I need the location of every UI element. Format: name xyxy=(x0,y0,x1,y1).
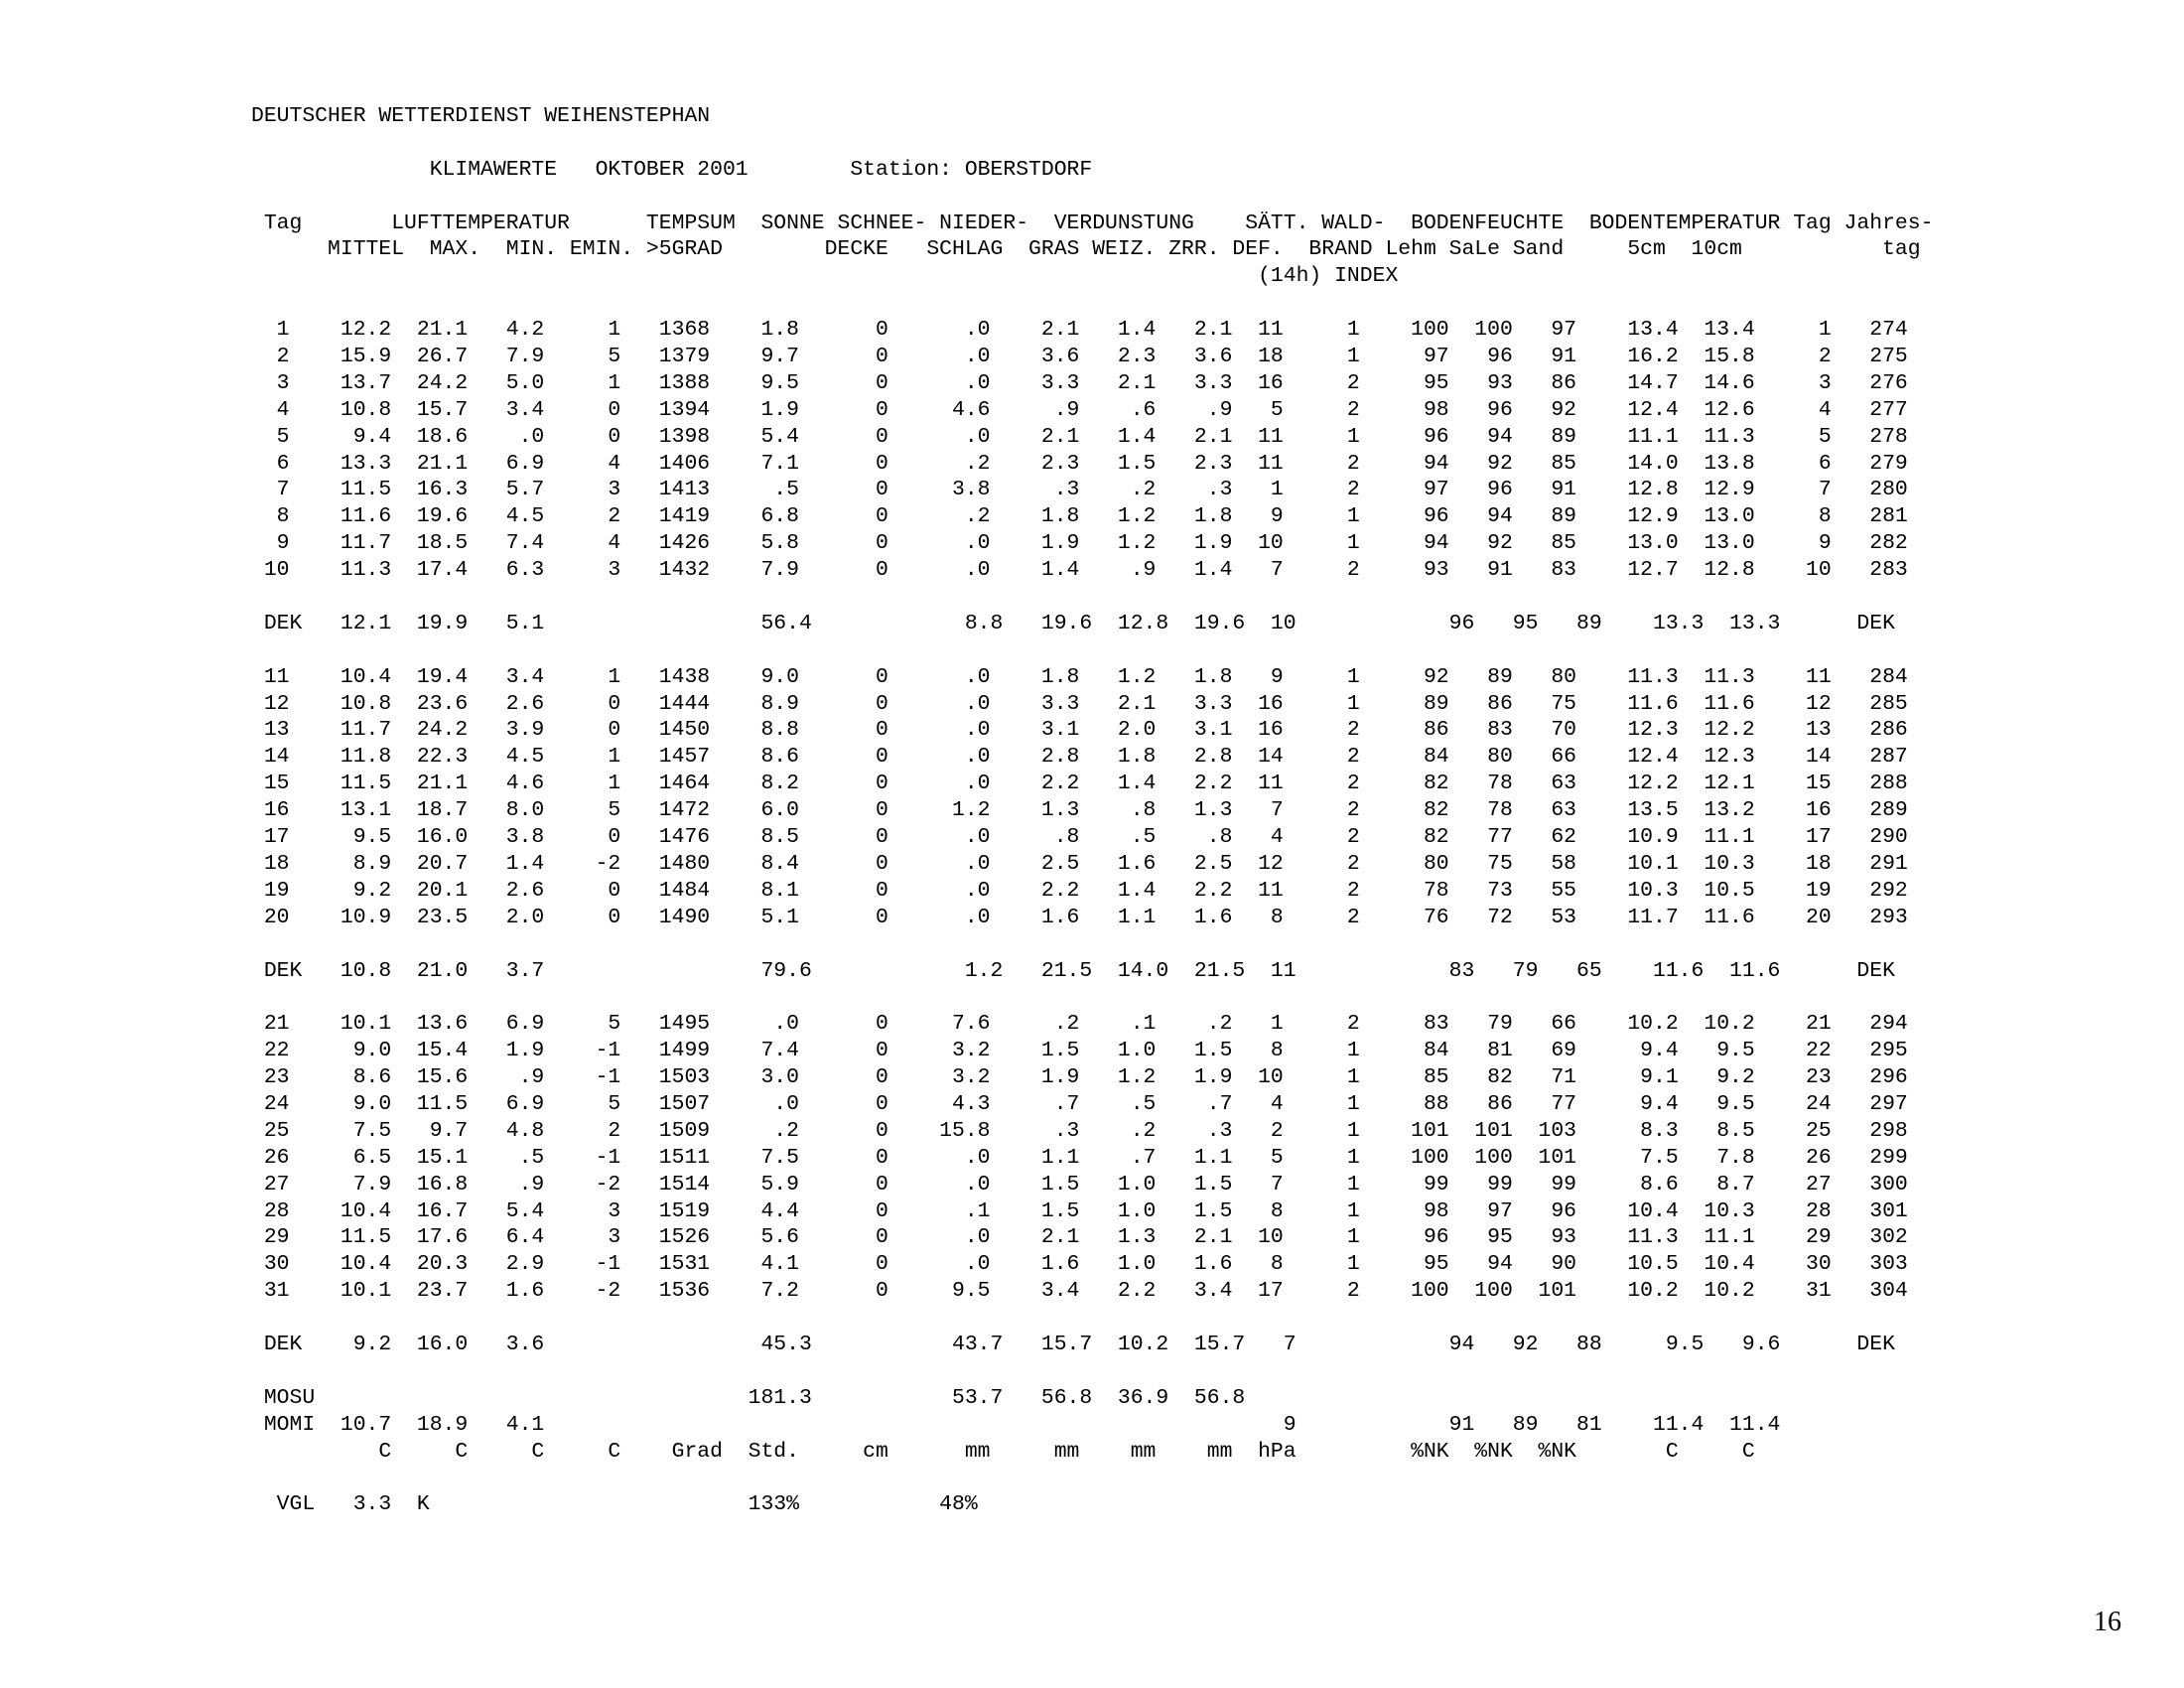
dekade-summary-row: DEK 10.8 21.0 3.7 79.6 1.2 21.5 14.0 21.5 11 83 79 65 11.6 11.6 DEK xyxy=(251,958,1895,983)
table-row: 30 10.4 20.3 2.9 -1 1531 4.1 0 .0 1.6 1.0 1.6 8 1 95 94 90 10.5 10.4 30 303 xyxy=(251,1252,1908,1277)
table-row: 17 9.5 16.0 3.8 0 1476 8.5 0 .0 .8 .5 .8 4 2 82 77 62 10.9 11.1 17 290 xyxy=(251,825,1908,850)
blank-line xyxy=(251,184,1933,211)
dekade-summary-row: DEK 9.2 16.0 3.6 45.3 43.7 15.7 10.2 15.7 7 94 92 88 9.5 9.6 DEK xyxy=(251,1332,1895,1356)
page-number: 16 xyxy=(2094,1607,2121,1637)
monthly-mean-row: MOMI 10.7 18.9 4.1 9 91 89 81 11.4 11.4 xyxy=(251,1412,1781,1437)
table-row: 13 11.7 24.2 3.9 0 1450 8.8 0 .0 3.1 2.0 3.1 16 2 86 83 70 12.3 12.2 13 286 xyxy=(251,718,1908,743)
table-row: 2 15.9 26.7 7.9 5 1379 9.7 0 .0 3.6 2.3 3.6 18 1 97 96 91 16.2 15.8 2 275 xyxy=(251,345,1908,369)
table-row: 24 9.0 11.5 6.9 5 1507 .0 0 4.3 .7 .5 .7 4 1 88 86 77 9.4 9.5 24 297 xyxy=(251,1091,1908,1116)
monthly-sum-row: MOSU 181.3 53.7 56.8 36.9 56.8 xyxy=(251,1385,1246,1410)
table-row: 1 12.2 21.1 4.2 1 1368 1.8 0 .0 2.1 1.4 2.1 11 1 100 100 97 13.4 13.4 1 274 xyxy=(251,318,1908,343)
table-row: 5 9.4 18.6 .0 0 1398 5.4 0 .0 2.1 1.4 2.1 11 1 96 94 89 11.1 11.3 5 278 xyxy=(251,424,1908,449)
table-row: 29 11.5 17.6 6.4 3 1526 5.6 0 .0 2.1 1.3 2.1 10 1 96 95 93 11.3 11.1 29 302 xyxy=(251,1225,1908,1250)
blank-line xyxy=(251,1358,1933,1385)
table-row: 6 13.3 21.1 6.9 4 1406 7.1 0 .2 2.3 1.5 2.3 11 2 94 92 85 14.0 13.8 6 279 xyxy=(251,451,1908,476)
table-row: 25 7.5 9.7 4.8 2 1509 .2 0 15.8 .3 .2 .3 2 1 101 101 103 8.3 8.5 25 298 xyxy=(251,1118,1908,1143)
table-row: 22 9.0 15.4 1.9 -1 1499 7.4 0 3.2 1.5 1.0 1.5 8 1 84 81 69 9.4 9.5 22 295 xyxy=(251,1039,1908,1063)
report-title-line: KLIMAWERTE OKTOBER 2001 Station: OBERSTDORF xyxy=(251,157,1093,182)
climate-report xyxy=(251,103,1933,1518)
table-row: 7 11.5 16.3 5.7 3 1413 .5 0 3.8 .3 .2 .3 1 2 97 96 91 12.8 12.9 7 280 xyxy=(251,478,1908,502)
blank-line xyxy=(251,1305,1933,1332)
table-row: 16 13.1 18.7 8.0 5 1472 6.0 0 1.2 1.3 .8 1.3 7 2 82 78 63 13.5 13.2 16 289 xyxy=(251,798,1908,823)
table-row: 15 11.5 21.1 4.6 1 1464 8.2 0 .0 2.2 1.4 2.2 11 2 82 78 63 12.2 12.1 15 288 xyxy=(251,772,1908,796)
blank-line xyxy=(251,290,1933,317)
table-row: 12 10.8 23.6 2.6 0 1444 8.9 0 .0 3.3 2.1 3.3 16 1 89 86 75 11.6 11.6 12 285 xyxy=(251,691,1908,716)
table-row: 28 10.4 16.7 5.4 3 1519 4.4 0 .1 1.5 1.0 1.5 8 1 98 97 96 10.4 10.3 28 301 xyxy=(251,1198,1908,1223)
table-row: 26 6.5 15.1 .5 -1 1511 7.5 0 .0 1.1 .7 1.1 5 1 100 100 101 7.5 7.8 26 299 xyxy=(251,1145,1908,1170)
blank-line xyxy=(251,130,1933,157)
comparison-row: VGL 3.3 K 133% 48% xyxy=(251,1492,978,1517)
table-row: 4 10.8 15.7 3.4 0 1394 1.9 0 4.6 .9 .6 .9 5 2 98 96 92 12.4 12.6 4 277 xyxy=(251,397,1908,422)
table-row: 3 13.7 24.2 5.0 1 1388 9.5 0 .0 3.3 2.1 3.3 16 2 95 93 86 14.7 14.6 3 276 xyxy=(251,370,1908,395)
table-row: 8 11.6 19.6 4.5 2 1419 6.8 0 .2 1.8 1.2 1.8 9 1 96 94 89 12.9 13.0 8 281 xyxy=(251,504,1908,529)
table-row: 9 11.7 18.5 7.4 4 1426 5.8 0 .0 1.9 1.2 1.9 10 1 94 92 85 13.0 13.0 9 282 xyxy=(251,531,1908,556)
table-row: 10 11.3 17.4 6.3 3 1432 7.9 0 .0 1.4 .9 1.4 7 2 93 91 83 12.7 12.8 10 283 xyxy=(251,558,1908,583)
dekade-summary-row: DEK 12.1 19.9 5.1 56.4 8.8 19.6 12.8 19.6 10 96 95 89 13.3 13.3 DEK xyxy=(251,611,1895,635)
column-header-line: (14h) INDEX xyxy=(251,264,1399,289)
table-row: 21 10.1 13.6 6.9 5 1495 .0 0 7.6 .2 .1 .2 1 2 83 79 66 10.2 10.2 21 294 xyxy=(251,1012,1908,1037)
column-header-line: Tag LUFTTEMPERATUR TEMPSUM SONNE SCHNEE- NIEDER- VERDUNSTUNG SÄTT. WALD- BODENFEUCHTE BODENTEMPERATUR Tag Jahres- xyxy=(251,211,1934,235)
table-row: 31 10.1 23.7 1.6 -2 1536 7.2 0 9.5 3.4 2.2 3.4 17 2 100 100 101 10.2 10.2 31 304 xyxy=(251,1279,1908,1304)
table-row: 19 9.2 20.1 2.6 0 1484 8.1 0 .0 2.2 1.4 2.2 11 2 78 73 55 10.3 10.5 19 292 xyxy=(251,878,1908,903)
units-row: C C C C Grad Std. cm mm mm mm mm hPa %NK %NK %NK C C xyxy=(251,1439,1755,1464)
table-row: 14 11.8 22.3 4.5 1 1457 8.6 0 .0 2.8 1.8 2.8 14 2 84 80 66 12.4 12.3 14 287 xyxy=(251,745,1908,770)
blank-line xyxy=(251,637,1933,664)
table-row: 27 7.9 16.8 .9 -2 1514 5.9 0 .0 1.5 1.0 1.5 7 1 99 99 99 8.6 8.7 27 300 xyxy=(251,1172,1908,1196)
blank-line xyxy=(251,931,1933,958)
blank-line xyxy=(251,1465,1933,1491)
table-row: 20 10.9 23.5 2.0 0 1490 5.1 0 .0 1.6 1.1 1.6 8 2 76 72 53 11.7 11.6 20 293 xyxy=(251,905,1908,929)
blank-line xyxy=(251,584,1933,611)
blank-line xyxy=(251,984,1933,1011)
table-row: 18 8.9 20.7 1.4 -2 1480 8.4 0 .0 2.5 1.6 2.5 12 2 80 75 58 10.1 10.3 18 291 xyxy=(251,851,1908,876)
report-header-line: DEUTSCHER WETTERDIENST WEIHENSTEPHAN xyxy=(251,104,711,128)
column-header-line: MITTEL MAX. MIN. EMIN. >5GRAD DECKE SCHLAG GRAS WEIZ. ZRR. DEF. BRAND Lehm SaLe Sand 5cm 10cm tag xyxy=(251,237,1921,262)
table-row: 11 10.4 19.4 3.4 1 1438 9.0 0 .0 1.8 1.2 1.8 9 1 92 89 80 11.3 11.3 11 284 xyxy=(251,664,1908,689)
table-row: 23 8.6 15.6 .9 -1 1503 3.0 0 3.2 1.9 1.2 1.9 10 1 85 82 71 9.1 9.2 23 296 xyxy=(251,1065,1908,1090)
